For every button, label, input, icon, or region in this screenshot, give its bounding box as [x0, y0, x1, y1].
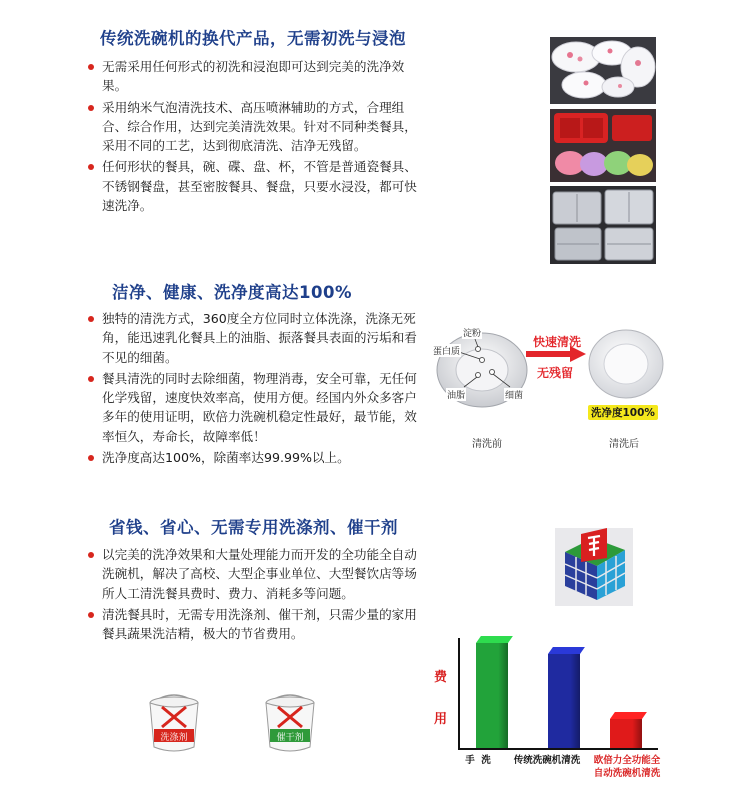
- section1-bullet-1: 无需采用任何形式的初洗和浸泡即可达到完美的洗净效果。: [88, 57, 428, 96]
- dirt-label-bacteria: 细菌: [504, 388, 524, 401]
- after-wash-label: 清洗后: [609, 439, 639, 450]
- section1-title: 传统洗碗机的换代产品，无需初洗与浸泡: [100, 29, 406, 48]
- money-cube-graphic: [555, 528, 633, 606]
- stainless-trays-photo: [550, 186, 656, 264]
- dirt-label-starch: 淀粉: [462, 326, 482, 339]
- plot-area: [460, 638, 658, 748]
- x-tick-label-3-line-2: 自动洗碗机清洗: [593, 768, 661, 779]
- clean-rate-badge: 洗净度100%: [588, 405, 658, 420]
- right-arrow-icon: [526, 346, 586, 362]
- section3-bullet-2: 清洗餐具时，无需专用洗涤剂、催干剂，只需少量的家用餐具蔬果洗洁精，极大的节省费用。: [88, 605, 428, 644]
- section3-bullet-1: 以完美的洗净效果和大量处理能力而开发的全功能全自动洗碗机，解决了高校、大型企事业单位、大型餐饮店等场所人工清洗餐具费时、费力、消耗多等问题。: [88, 545, 428, 603]
- detergent-bucket-label: 洗涤剂: [160, 733, 188, 743]
- cost-chart: [400, 628, 670, 793]
- section2-bullet-1: 独特的清洗方式，360度全方位同时立体洗涤，洗涤无死角，能迅速乳化餐具上的油脂、振落餐具表面的污垢和看不见的细菌。: [88, 309, 428, 367]
- arrow-top-label: 快速清洗: [533, 335, 582, 349]
- section2-bullet-2: 餐具清洗的同时去除细菌，物理消毒，安全可靠，无任何化学残留，速度快效率高，使用方便。经国内外众多客户多年的使用证明，欧倍力洗碗机稳定性最好，最节能，效率恒久，寿命长，故障率低！: [88, 369, 428, 446]
- plastic-containers-photo: [550, 109, 656, 182]
- x-tick-label-3-line-1: 欧倍力全功能全: [593, 755, 661, 766]
- section2-title: 洁净、健康、洗净度高达100%: [112, 283, 352, 302]
- porcelain-tableware-photo: [550, 37, 656, 104]
- before-wash-label: 清洗前: [472, 439, 502, 450]
- dirt-label-protein: 蛋白质: [432, 344, 461, 357]
- section3-title: 省钱、省心、无需专用洗涤剂、催干剂: [109, 518, 398, 537]
- bar-2: [548, 654, 580, 748]
- section1-bullets: [88, 57, 428, 217]
- drying-agent-bucket: [262, 693, 318, 753]
- bar-3: [610, 719, 642, 748]
- drying-agent-bucket-label: 催干剂: [276, 733, 304, 743]
- detergent-bucket: [146, 693, 202, 753]
- bar-3-top: [610, 712, 647, 719]
- section1-bullet-3: 任何形状的餐具，碗、碟、盘、杯，不管是普通瓷餐具、不锈钢餐盘，甚至密胺餐具、餐盘，只要水浸没，都可快速洗净。: [88, 157, 428, 215]
- y-axis-label-1: 费: [434, 670, 448, 685]
- x-tick-label-1: 手 洗: [465, 755, 491, 766]
- y-axis-label-2: 用: [434, 712, 448, 727]
- section1-bullet-2: 采用纳米气泡清洗技术、高压喷淋辅助的方式，合理组合、综合作用，达到完美清洗效果。针对不同种类餐具，采用不同的工艺，达到彻底清洗、洁净无残留。: [88, 98, 428, 156]
- section2-bullets: [88, 309, 428, 469]
- section3-bullets: [88, 545, 428, 645]
- bar-1-top: [476, 636, 513, 643]
- bar-2-top: [548, 647, 585, 654]
- section2-bullet-3: 洗净度高达100%，除菌率达99.99%以上。: [88, 448, 428, 467]
- clean-plate-illustration: [586, 327, 666, 402]
- dirt-label-grease: 油脂: [446, 388, 466, 401]
- arrow-bottom-label: 无残留: [537, 366, 574, 380]
- x-tick-label-2: 传统洗碗机清洗: [513, 755, 581, 766]
- x-axis: [458, 748, 658, 750]
- bar-1: [476, 643, 508, 748]
